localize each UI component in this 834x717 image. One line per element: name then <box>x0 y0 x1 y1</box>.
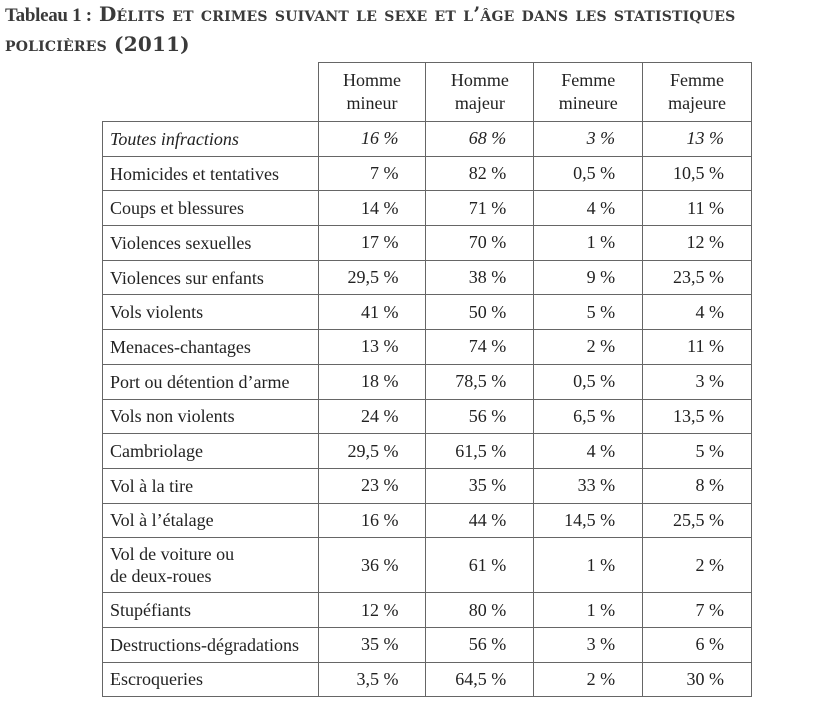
header-line: majeur <box>454 93 505 113</box>
value-cell: 71 % <box>426 191 534 226</box>
header-line: mineure <box>558 93 618 113</box>
table-row <box>103 434 752 469</box>
value-cell: 9 % <box>534 260 643 295</box>
table-row <box>103 662 752 697</box>
table-row <box>103 122 752 157</box>
header-femme-majeure <box>643 63 752 122</box>
table-row <box>103 399 752 434</box>
table-row <box>103 538 752 593</box>
header-line: majeure <box>668 93 727 113</box>
value-cell: 29,5 % <box>318 260 426 295</box>
table-body <box>103 122 752 697</box>
value-cell: 14 % <box>318 191 426 226</box>
header-line: Femme <box>670 70 725 90</box>
table-row <box>103 295 752 330</box>
value-cell: 13,5 % <box>643 399 752 434</box>
table-row <box>103 627 752 662</box>
value-cell: 50 % <box>426 295 534 330</box>
value-cell: 10,5 % <box>643 156 752 191</box>
table-row <box>103 593 752 628</box>
value-cell: 35 % <box>318 627 426 662</box>
header-homme-mineur <box>318 63 426 122</box>
value-cell: 12 % <box>318 593 426 628</box>
table-row <box>103 191 752 226</box>
value-cell: 41 % <box>318 295 426 330</box>
row-label: Coups et blessures <box>103 191 319 226</box>
value-cell: 68 % <box>426 122 534 157</box>
value-cell: 11 % <box>643 191 752 226</box>
value-cell: 8 % <box>643 468 752 503</box>
value-cell: 1 % <box>534 538 643 593</box>
row-label: Homicides et tentatives <box>103 156 319 191</box>
value-cell: 2 % <box>643 538 752 593</box>
value-cell: 6 % <box>643 627 752 662</box>
row-label: Cambriolage <box>103 434 319 469</box>
row-label: Menaces-chantages <box>103 330 319 365</box>
header-line: mineur <box>346 93 398 113</box>
value-cell: 14,5 % <box>534 503 643 538</box>
row-label: Vol à la tire <box>103 468 319 503</box>
row-label <box>103 538 319 593</box>
row-label: Vols violents <box>103 295 319 330</box>
value-cell: 38 % <box>426 260 534 295</box>
value-cell: 23 % <box>318 468 426 503</box>
value-cell: 4 % <box>534 434 643 469</box>
value-cell: 4 % <box>643 295 752 330</box>
row-label: Port ou détention d’arme <box>103 364 319 399</box>
row-label: Violences sur enfants <box>103 260 319 295</box>
header-line: Homme <box>343 70 402 90</box>
row-label: Toutes infractions <box>103 122 319 157</box>
value-cell: 2 % <box>534 330 643 365</box>
table-row <box>103 260 752 295</box>
value-cell: 24 % <box>318 399 426 434</box>
table-header-row <box>103 63 752 122</box>
value-cell: 4 % <box>534 191 643 226</box>
table-title-text: Délits et crimes suivant le sexe et l’âge dans les statistiques policières (2011) <box>5 2 736 56</box>
header-femme-mineure <box>534 63 643 122</box>
table-title <box>5 0 830 58</box>
value-cell: 0,5 % <box>534 156 643 191</box>
value-cell: 0,5 % <box>534 364 643 399</box>
value-cell: 13 % <box>643 122 752 157</box>
value-cell: 80 % <box>426 593 534 628</box>
value-cell: 6,5 % <box>534 399 643 434</box>
value-cell: 61,5 % <box>426 434 534 469</box>
table-row <box>103 503 752 538</box>
value-cell: 70 % <box>426 226 534 261</box>
value-cell: 11 % <box>643 330 752 365</box>
value-cell: 12 % <box>643 226 752 261</box>
table-row <box>103 330 752 365</box>
value-cell: 13 % <box>318 330 426 365</box>
value-cell: 56 % <box>426 399 534 434</box>
value-cell: 56 % <box>426 627 534 662</box>
value-cell: 30 % <box>643 662 752 697</box>
value-cell: 3 % <box>534 627 643 662</box>
table-title-lead: Tableau 1 : <box>5 5 92 26</box>
table-row <box>103 364 752 399</box>
table-row <box>103 156 752 191</box>
row-label: Violences sexuelles <box>103 226 319 261</box>
row-label-line: Vol de voiture ou <box>110 544 235 565</box>
row-label-line: de deux-roues <box>110 566 212 587</box>
value-cell: 5 % <box>643 434 752 469</box>
value-cell: 25,5 % <box>643 503 752 538</box>
value-cell: 33 % <box>534 468 643 503</box>
value-cell: 61 % <box>426 538 534 593</box>
value-cell: 7 % <box>318 156 426 191</box>
value-cell: 82 % <box>426 156 534 191</box>
row-label: Destructions-dégradations <box>103 627 319 662</box>
value-cell: 23,5 % <box>643 260 752 295</box>
value-cell: 1 % <box>534 226 643 261</box>
value-cell: 44 % <box>426 503 534 538</box>
value-cell: 2 % <box>534 662 643 697</box>
header-line: Femme <box>561 70 616 90</box>
value-cell: 3 % <box>643 364 752 399</box>
value-cell: 74 % <box>426 330 534 365</box>
row-label: Vol à l’étalage <box>103 503 319 538</box>
row-label: Vols non violents <box>103 399 319 434</box>
value-cell: 78,5 % <box>426 364 534 399</box>
value-cell: 36 % <box>318 538 426 593</box>
row-label: Stupéfiants <box>103 593 319 628</box>
value-cell: 3 % <box>534 122 643 157</box>
header-line: Homme <box>450 70 509 90</box>
value-cell: 29,5 % <box>318 434 426 469</box>
value-cell: 5 % <box>534 295 643 330</box>
table-row <box>103 226 752 261</box>
header-homme-majeur <box>426 63 534 122</box>
value-cell: 18 % <box>318 364 426 399</box>
table-row <box>103 468 752 503</box>
value-cell: 7 % <box>643 593 752 628</box>
statistics-table <box>102 62 752 697</box>
value-cell: 1 % <box>534 593 643 628</box>
header-empty-cell <box>103 63 319 122</box>
value-cell: 17 % <box>318 226 426 261</box>
value-cell: 16 % <box>318 503 426 538</box>
value-cell: 64,5 % <box>426 662 534 697</box>
value-cell: 35 % <box>426 468 534 503</box>
value-cell: 16 % <box>318 122 426 157</box>
row-label: Escroqueries <box>103 662 319 697</box>
value-cell: 3,5 % <box>318 662 426 697</box>
